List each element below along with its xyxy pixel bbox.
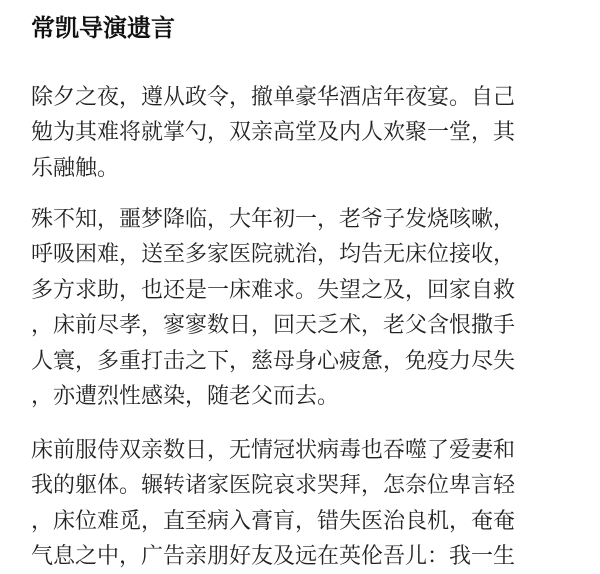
text-line: 除夕之夜，遵从政令，撤单豪华酒店年夜宴。自己 (31, 85, 516, 110)
text-line: 勉为其难将就掌勺，双亲高堂及内人欢聚一堂，其 (31, 120, 516, 146)
text-line: 殊不知，噩梦降临，大年初一，老爷子发烧咳嗽， (31, 207, 516, 232)
text-line: 多方求助，也还是一床难求。失望之及，回家自救 (31, 277, 516, 303)
text-line: 床前服侍双亲数日，无情冠状病毒也吞噬了爱妻和 (31, 438, 516, 463)
article-title: 常凯导演遗言 (31, 14, 175, 42)
paragraph-1 (31, 80, 515, 186)
text-line: 乐融触。 (31, 155, 120, 181)
text-line: ，床位难觅，直至病入膏肓，错失医治良机，奄奄 (31, 508, 516, 534)
paragraph-3 (31, 433, 515, 574)
text-line: ，亦遭烈性感染，随老父而去。 (31, 383, 340, 409)
paragraph-2 (31, 202, 515, 414)
text-line: 呼吸困难，送至多家医院就治，均告无床位接收， (31, 242, 516, 268)
text-line: 人寰，多重打击之下，慈母身心疲惫，免疫力尽失 (31, 348, 516, 374)
text-line: 我的躯体。辗转诸家医院哀求哭拜，怎奈位卑言轻 (31, 473, 516, 499)
text-line: ，床前尽孝，寥寥数日，回天乏术，老父含恨撒手 (31, 313, 516, 339)
text-line: 气息之中，广告亲朋好友及远在英伦吾儿：我一生 (31, 544, 516, 570)
